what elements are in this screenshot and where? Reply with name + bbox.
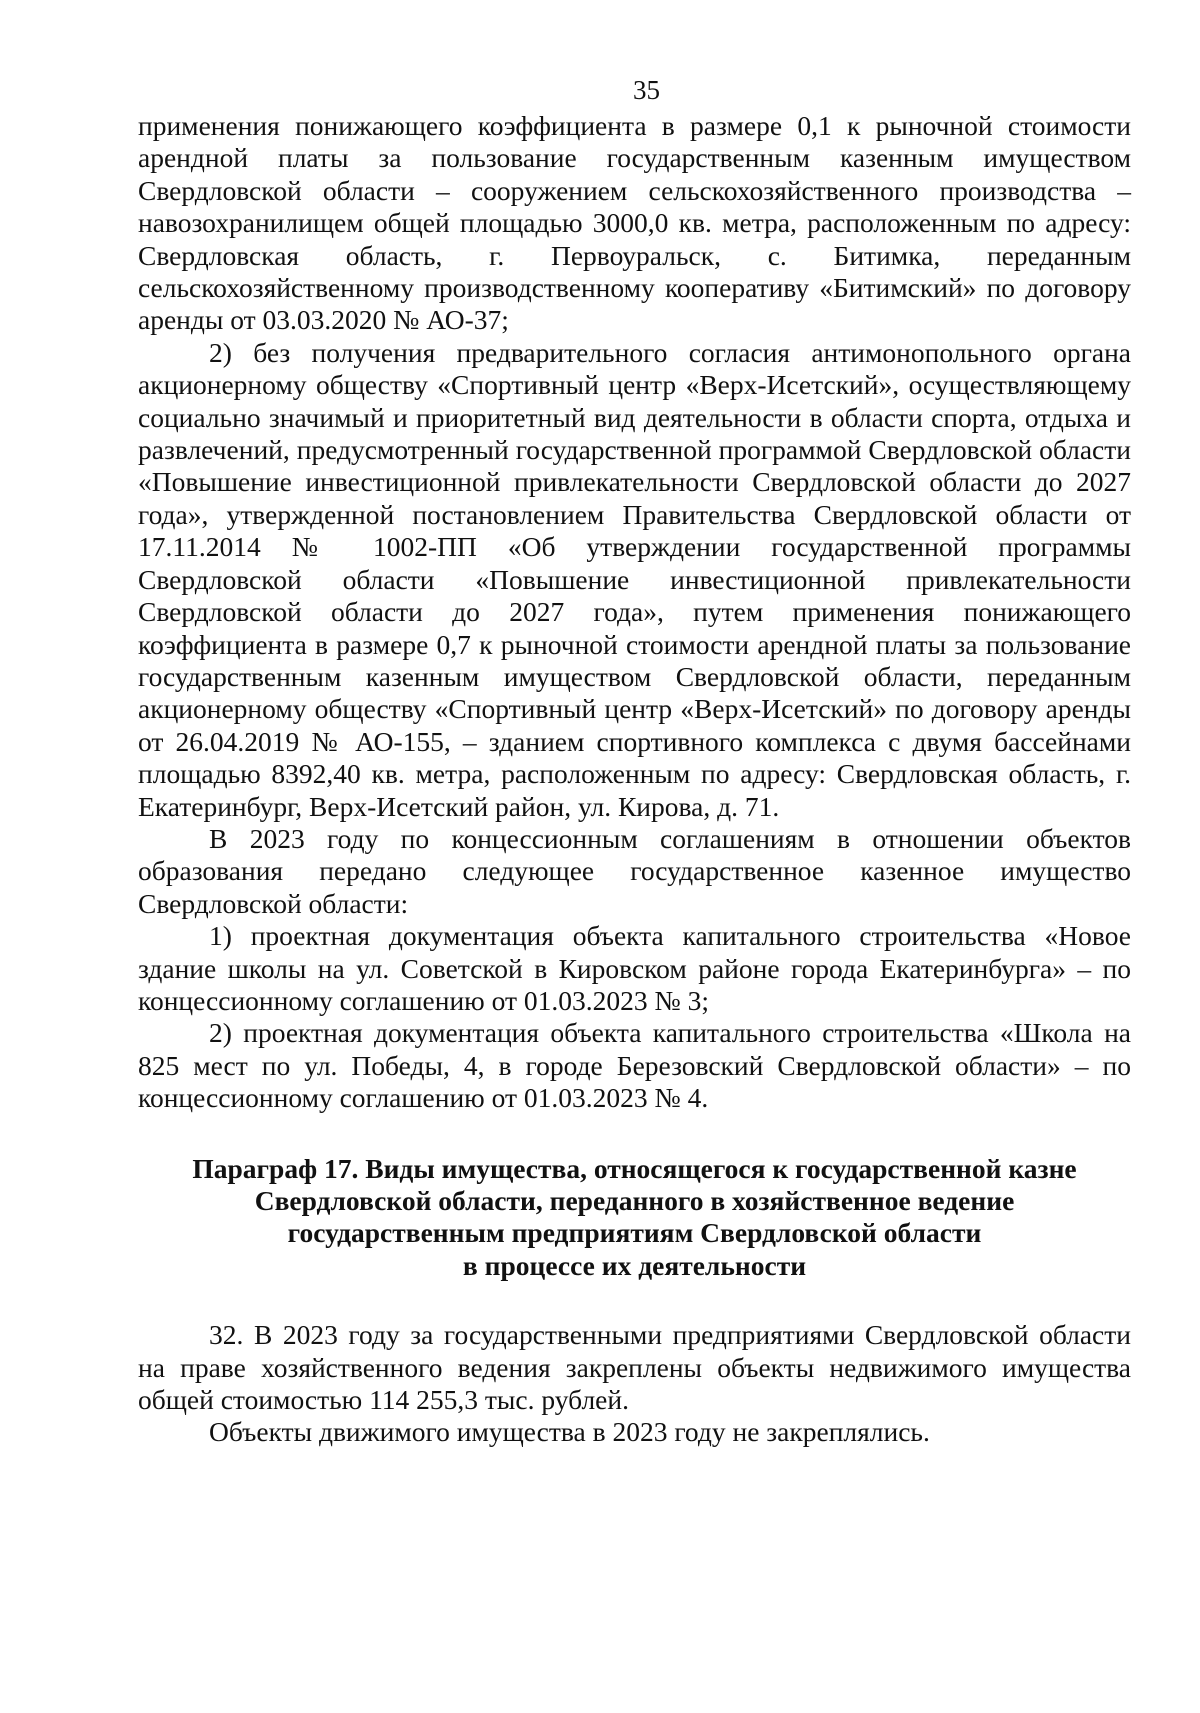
section-heading-line-1: Параграф 17. Виды имущества, относящегося к государственной казне bbox=[192, 1152, 1077, 1184]
page-number: 35 bbox=[633, 75, 660, 105]
section-heading-line-2: Свердловской области, переданного в хозяйственное ведение bbox=[254, 1185, 1015, 1216]
section-spacer bbox=[138, 1282, 1131, 1319]
paragraph-movable-property: Объекты движимого имущества в 2023 году не закреплялись. bbox=[209, 1416, 930, 1448]
paragraph-concession-item-1: 1) проектная документация объекта капитального строительства «Новое здание школы на ул. Советской в Кировском районе города Екатеринбурга» – по концессионному соглашению от 01.03.2023 № 3; bbox=[138, 920, 1131, 1016]
section-heading-line-4: в процессе их деятельности bbox=[462, 1249, 807, 1281]
paragraph-sports-center-lease: 2) без получения предварительного согласия антимонопольного органа акционерному обществу «Спортивный центр «Верх-Исетский», осуществляющему социально значимый и приоритетный вид деятельности в области спорта, отдыха и развлечений, предусмотренный государственной программой Свердловской области «Повышение инвестиционной привлекательности Свердловской области до 2027 года», утвержденной постановлением Правительства Свердловской области от 17.11.2014 № 1002-ПП «Об утверждении государственной программы Свердловской области «Повышение инвестиционной привлекательности Свердловской области до 2027 года», путем применения понижающего коэффициента в размере 0,7 к рыночной стоимости арендной платы за пользование государственным казенным имуществом Свердловской области, переданным акционерному обществу «Спортивный центр «Верх-Исетский» по договору аренды от 26.04.2019 № АО-155, – зданием спортивного комплекса с двумя бассейнами площадью 8392,40 кв. метра, расположенным по адресу: Свердловская область, г. Екатеринбург, Верх-Исетский район, ул. Кирова, д. 71. bbox=[138, 336, 1131, 822]
paragraph-32-real-estate: 32. В 2023 году за государственными предприятиями Свердловской области на праве хозяйственного ведения закреплены объекты недвижимого имущества общей стоимостью 114 255,3 тыс. рублей. bbox=[138, 1319, 1131, 1416]
paragraph-concession-item-2: 2) проектная документация объекта капитального строительства «Школа на 825 мест по ул. Победы, 4, в городе Березовский Свердловской области» – по концессионному соглашению от 01.03.2023 № 4. bbox=[138, 1017, 1131, 1114]
section-heading bbox=[138, 1153, 1131, 1283]
section-heading-line-3: государственным предприятиям Свердловской области bbox=[287, 1217, 982, 1249]
paragraph-lease-coefficient-01: применения понижающего коэффициента в размере 0,1 к рыночной стоимости арендной платы за пользование государственным казенным имуществом Свердловской области – сооружением сельскохозяйственного производства – навозохранилищем общей площадью 3000,0 кв. метра, расположенным по адресу: Свердловская область, г. Первоуральск, с. Битимка, переданным сельскохозяйственному производственному кооперативу «Битимский» по договору аренды от 03.03.2020 № АО-37; bbox=[138, 110, 1131, 336]
paragraph-concession-intro: В 2023 году по концессионным соглашениям в отношении объектов образования передано следующее государственное казенное имущество Свердловской области: bbox=[138, 822, 1131, 919]
document-page bbox=[138, 70, 1131, 1449]
